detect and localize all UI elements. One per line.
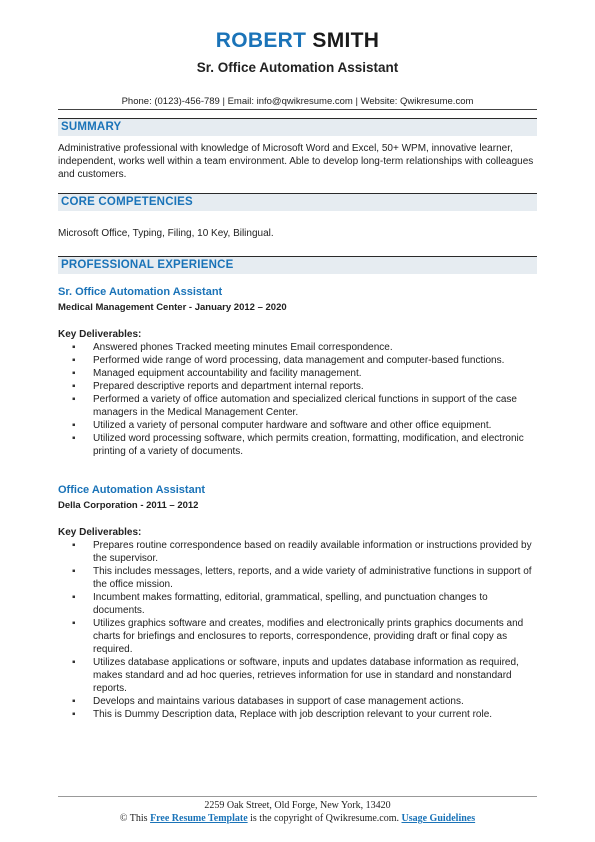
job-title: Office Automation Assistant xyxy=(58,484,206,496)
first-name: ROBERT xyxy=(215,29,307,52)
list-item: ▪ Utilizes database applications or software, inputs and updates database information as required, makes standard and ad hoc queries, retrieves information for use in standard and nonstandard reports. xyxy=(93,656,537,695)
job-company: Medical Management Center - January 2012 – 2020 xyxy=(58,302,287,313)
resume-body xyxy=(58,118,537,721)
list-item: ▪ Prepared descriptive reports and department internal reports. xyxy=(93,380,537,393)
footer-divider xyxy=(58,796,537,797)
list-item: ▪ Performed a variety of office automation and specialized clerical functions in support of the case managers in the Medical Management Center. xyxy=(93,393,537,419)
footer-copyright xyxy=(0,812,595,826)
summary-heading: SUMMARY xyxy=(58,118,537,136)
last-name: SMITH xyxy=(312,29,380,52)
deliverables-list xyxy=(58,539,537,721)
list-item: ▪ Performed wide range of word processing, data management and computer-based functions. xyxy=(93,354,537,367)
job-entry xyxy=(58,484,537,721)
job-title: Sr. Office Automation Assistant xyxy=(58,286,223,298)
job-company: Della Corporation - 2011 – 2012 xyxy=(58,500,199,511)
resume-header xyxy=(0,0,595,107)
page-footer xyxy=(0,796,595,826)
experience-heading: PROFESSIONAL EXPERIENCE xyxy=(58,256,537,274)
free-resume-template-link[interactable]: Free Resume Template xyxy=(150,813,248,824)
header-divider xyxy=(58,109,537,110)
list-item: ▪ Prepares routine correspondence based on readily available information or instructions provided by the supervisor. xyxy=(93,539,537,565)
list-item: ▪ Managed equipment accountability and facility management. xyxy=(93,367,537,380)
job-entry xyxy=(58,286,537,458)
list-item: ▪ This includes messages, letters, reports, and a wide variety of administrative functions in support of the office mission. xyxy=(93,565,537,591)
copyright-middle: is the copyright of Qwikresume.com. xyxy=(247,813,402,824)
contact-line: Phone: (0123)-456-789 | Email: info@qwikresume.com | Website: Qwikresume.com xyxy=(121,96,474,107)
usage-guidelines-link[interactable]: Usage Guidelines xyxy=(401,813,476,824)
list-item: ▪ Develops and maintains various databases in support of case management actions. xyxy=(93,695,537,708)
list-item: ▪ Answered phones Tracked meeting minutes Email correspondence. xyxy=(93,341,537,354)
deliverables-label: Key Deliverables: xyxy=(58,527,142,538)
list-item: ▪ Utilized a variety of personal computer hardware and software and other office equipment. xyxy=(93,419,537,432)
deliverables-list xyxy=(58,341,537,458)
list-item: ▪ Utilized word processing software, which permits creation, formatting, modification, and electronic printing of a variety of documents. xyxy=(93,432,537,458)
list-item: ▪ This is Dummy Description data, Replace with job description relevant to your current role. xyxy=(93,708,537,721)
list-item: ▪ Incumbent makes formatting, editorial, grammatical, spelling, and punctuation changes to documents. xyxy=(93,591,537,617)
candidate-title: Sr. Office Automation Assistant xyxy=(196,60,399,75)
list-item: ▪ Utilizes graphics software and creates, modifies and electronically prints graphics documents and charts for briefings and enclosures to reports, correspondence, providing draft or final copy as required. xyxy=(93,617,537,656)
competencies-text: Microsoft Office, Typing, Filing, 10 Key, Bilingual. xyxy=(58,228,274,239)
candidate-name xyxy=(0,29,595,53)
deliverables-label: Key Deliverables: xyxy=(58,329,142,340)
competencies-heading: CORE COMPETENCIES xyxy=(58,193,537,211)
footer-address: 2259 Oak Street, Old Forge, New York, 13420 xyxy=(204,800,391,811)
copyright-prefix: © This xyxy=(119,813,151,824)
summary-text: Administrative professional with knowledge of Microsoft Word and Excel, 50+ WPM, innovative learner, independent, works well within a team environment. Able to develop long-term relationships with colleagues and customers. xyxy=(58,143,534,180)
